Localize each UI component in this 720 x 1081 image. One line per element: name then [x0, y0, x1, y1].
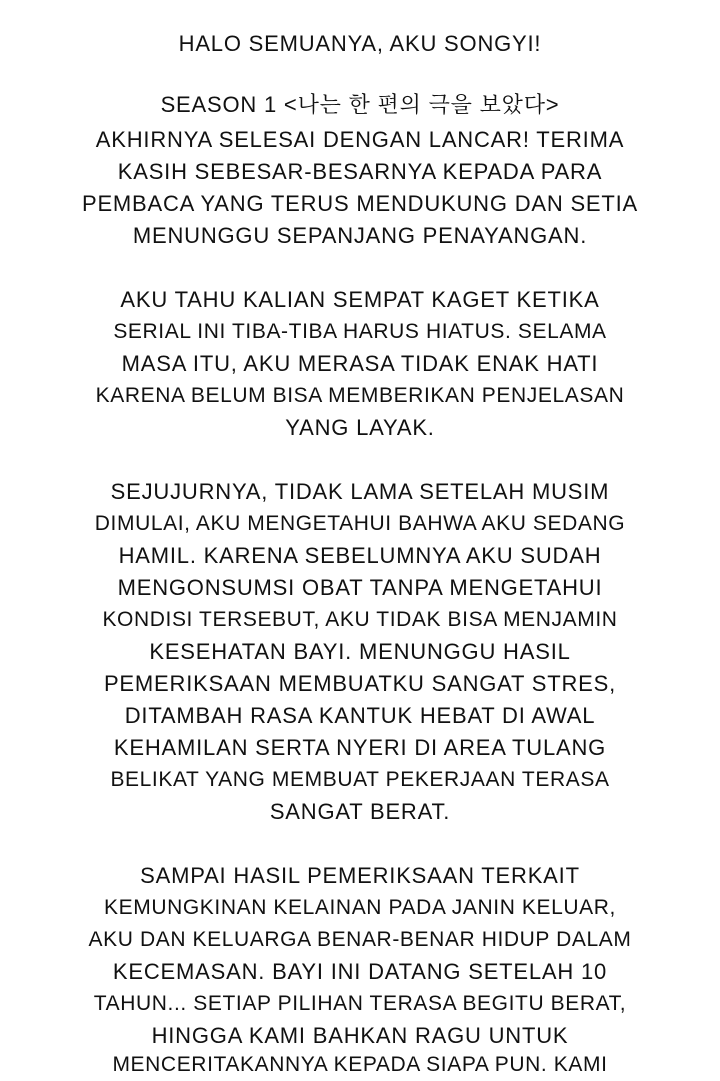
- paragraph-4-line-7: MENCERITAKANNYA KEPADA SIAPA PUN. KAMI: [112, 1053, 608, 1076]
- paragraph-2-line-2: SERIAL INI TIBA-TIBA HARUS HIATUS. SELAMA: [113, 320, 607, 343]
- paragraph-1-line-5: MENUNGGU SEPANJANG PENAYANGAN.: [132, 223, 588, 248]
- paragraph-4-line-4: KECEMASAN. BAYI INI DATANG SETELAH 10: [112, 959, 608, 984]
- paragraph-1-line-3: KASIH SEBESAR-BESARNYA KEPADA PARA: [117, 159, 603, 184]
- paragraph-3-line-6: KESEHATAN BAYI. MENUNGGU HASIL: [149, 639, 571, 664]
- paragraph-4-line-3: AKU DAN KELUARGA BENAR-BENAR HIDUP DALAM: [88, 928, 632, 951]
- paragraph-4-line-5: TAHUN... SETIAP PILIHAN TERASA BEGITU BERAT,: [93, 992, 627, 1015]
- paragraph-4-line-2: KEMUNGKINAN KELAINAN PADA JANIN KELUAR,: [104, 896, 616, 919]
- paragraph-3-line-11: SANGAT BERAT.: [269, 799, 451, 824]
- paragraph-4-line-6: HINGGA KAMI BAHKAN RAGU UNTUK: [151, 1023, 569, 1048]
- paragraph-3-line-7: PEMERIKSAAN MEMBUATKU SANGAT STRES,: [103, 671, 617, 696]
- paragraph-2-line-3: MASA ITU, AKU MERASA TIDAK ENAK HATI: [121, 351, 599, 376]
- paragraph-3-line-10: BELIKAT YANG MEMBUAT PEKERJAAN TERASA: [110, 768, 610, 791]
- paragraph-3-line-5: KONDISI TERSEBUT, AKU TIDAK BISA MENJAMIN: [102, 608, 618, 631]
- paragraph-3-line-4: MENGONSUMSI OBAT TANPA MENGETAHUI: [117, 575, 603, 600]
- paragraph-3-line-2: DIMULAI, AKU MENGETAHUI BAHWA AKU SEDANG: [94, 512, 626, 535]
- paragraph-1-line-2: AKHIRNYA SELESAI DENGAN LANCAR! TERIMA: [95, 127, 625, 152]
- paragraph-1-line-4: PEMBACA YANG TERUS MENDUKUNG DAN SETIA: [81, 191, 639, 216]
- paragraph-2-line-4: KARENA BELUM BISA MEMBERIKAN PENJELASAN: [95, 384, 625, 407]
- paragraph-1-line-1: SEASON 1 <나는 한 편의 극을 보았다>: [160, 92, 560, 117]
- paragraph-3-line-9: KEHAMILAN SERTA NYERI DI AREA TULANG: [113, 735, 607, 760]
- paragraph-3-line-8: DITAMBAH RASA KANTUK HEBAT DI AWAL: [124, 703, 596, 728]
- greeting-line: HALO SEMUANYA, AKU SONGYI!: [178, 31, 542, 56]
- paragraph-3-line-1: SEJUJURNYA, TIDAK LAMA SETELAH MUSIM: [110, 479, 610, 504]
- paragraph-2-line-5: YANG LAYAK.: [285, 415, 435, 440]
- paragraph-3-line-3: HAMIL. KARENA SEBELUMNYA AKU SUDAH: [118, 543, 602, 568]
- paragraph-4-line-1: SAMPAI HASIL PEMERIKSAAN TERKAIT: [140, 863, 580, 888]
- paragraph-2-line-1: AKU TAHU KALIAN SEMPAT KAGET KETIKA: [120, 287, 600, 312]
